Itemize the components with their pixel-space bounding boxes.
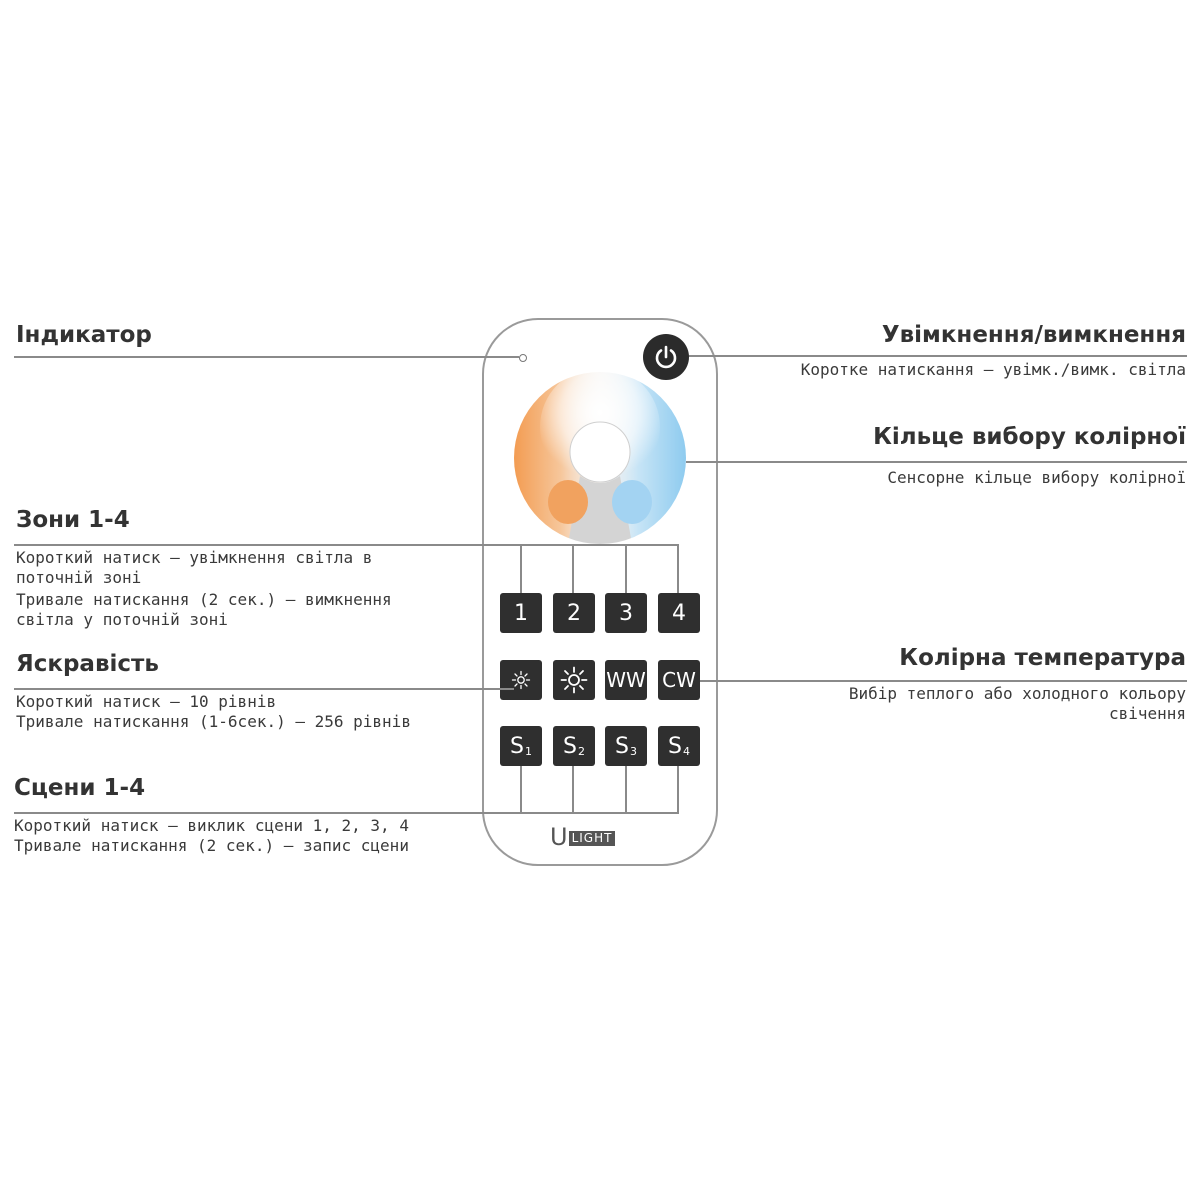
power-desc: Коротке натискання — увімк./вимк. світла [800,360,1186,379]
brand-logo [550,823,615,851]
brightness-desc-line-2: Тривале натискання (1-6сек.) — 256 рівнів [16,712,411,731]
power-icon [653,344,679,370]
scene-2-tick [572,766,574,812]
scene-letter: S [563,733,577,759]
scene-4-tick [677,766,679,812]
brightness-title: Яскравість [16,651,159,677]
temperature-desc-line-1: Вибір теплого або холодного кольору [848,684,1186,703]
zone-key-3[interactable]: 3 [605,593,647,633]
brightness-high-icon [559,665,589,695]
scene-key-4[interactable] [658,726,700,766]
cool-white-button[interactable]: CW [658,660,700,700]
zone-1-tick [520,544,522,593]
ring-title: Кільце вибору колірної [873,424,1186,450]
scenes-desc-line-2: Тривале натискання (2 сек.) — запис сцени [14,836,409,855]
scenes-desc-line-1: Короткий натиск — виклик сцени 1, 2, 3, 4 [14,816,409,835]
scene-number: 1 [524,744,532,758]
brightness-down-button[interactable] [500,660,542,700]
scene-1-tick [520,766,522,812]
scene-3-tick [625,766,627,812]
zone-key-2[interactable]: 2 [553,593,595,633]
scene-letter: S [615,733,629,759]
zones-desc-line-1: Короткий натиск — увімкнення світла в [16,548,373,567]
scene-key-3[interactable] [605,726,647,766]
power-title: Увімкнення/вимкнення [881,322,1186,348]
brand-logo-u: U [550,823,568,851]
zones-desc-line-2: поточній зоні [16,568,142,587]
brightness-desc-line-1: Короткий натиск — 10 рівнів [16,692,277,711]
brightness-leader-line [14,688,514,690]
temperature-leader-line [700,680,1187,682]
scene-key-1[interactable] [500,726,542,766]
temperature-title: Колірна температура [899,645,1186,671]
zones-desc-line-4: світла у поточній зоні [16,610,228,629]
temperature-desc-line-2: свічення [1108,704,1186,723]
power-leader-line [689,355,1187,357]
indicator-leader-line [14,356,519,358]
scene-key-2[interactable] [553,726,595,766]
scene-number: 3 [629,744,637,758]
scenes-title: Сцени 1-4 [14,775,146,801]
scene-number: 4 [682,744,690,758]
scenes-leader-line [14,812,679,814]
indicator-title: Індикатор [16,322,152,348]
zone-3-tick [625,544,627,593]
scene-letter: S [510,733,524,759]
zones-title: Зони 1-4 [16,507,130,533]
zone-key-4[interactable]: 4 [658,593,700,633]
zone-key-1[interactable]: 1 [500,593,542,633]
indicator-led [519,354,527,362]
zones-desc-line-3: Тривале натискання (2 сек.) — вимкнення [16,590,392,609]
brightness-up-button[interactable] [553,660,595,700]
ring-leader-line [686,461,1187,463]
zone-2-tick [572,544,574,593]
warm-white-button[interactable]: WW [605,660,647,700]
zone-4-tick [677,544,679,593]
brand-logo-light: LIGHT [569,831,616,846]
zones-leader-line [14,544,679,546]
color-temperature-ring[interactable] [514,372,686,544]
scene-number: 2 [577,744,585,758]
ring-desc: Сенсорне кільце вибору колірної [887,468,1186,487]
scene-letter: S [668,733,682,759]
